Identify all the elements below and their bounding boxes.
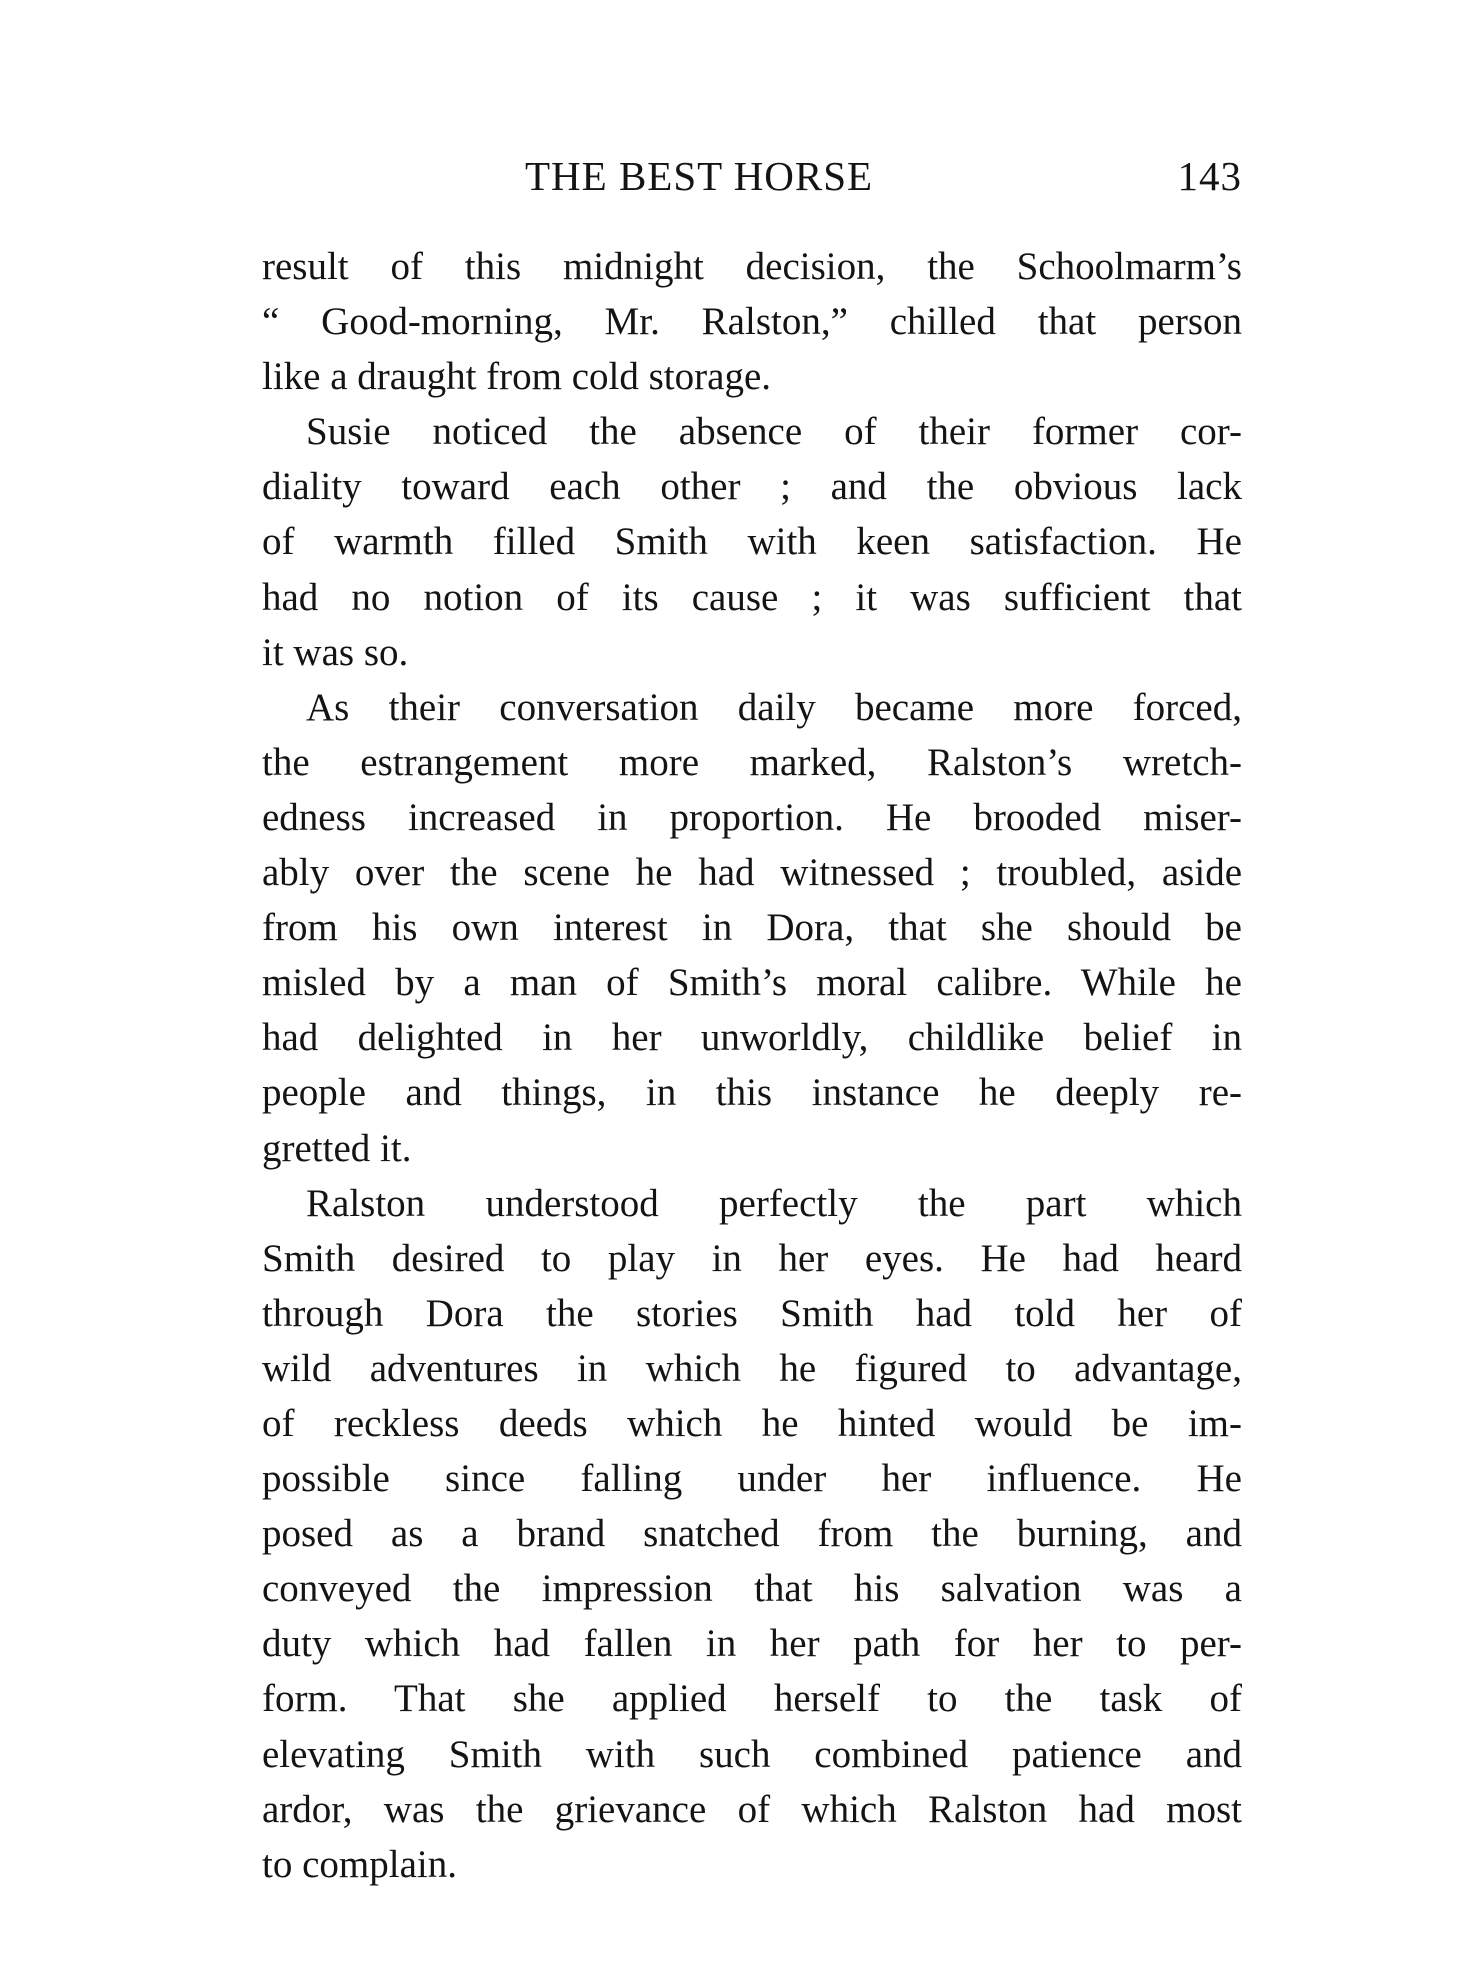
text-line: of warmth filled Smith with keen satisfaction. He	[262, 520, 1242, 564]
body-text	[262, 239, 1242, 1892]
text-line: conveyed the impression that his salvation was a	[262, 1567, 1242, 1611]
text-line: like a draught from cold storage.	[262, 355, 771, 399]
text-line: through Dora the stories Smith had told her of	[262, 1291, 1242, 1335]
paragraph	[262, 680, 1242, 1176]
text-line: from his own interest in Dora, that she should be	[262, 906, 1242, 950]
text-line: it was so.	[262, 630, 409, 674]
text-line: Smith desired to play in her eyes. He had heard	[262, 1236, 1242, 1280]
text-line: had delighted in her unworldly, childlike belief in	[262, 1016, 1242, 1060]
text-line: “ Good-morning, Mr. Ralston,” chilled that person	[262, 300, 1242, 344]
text-line: As their conversation daily became more forced,	[306, 685, 1242, 729]
text-line: had no notion of its cause ; it was sufficient that	[262, 575, 1242, 619]
running-head	[262, 152, 1242, 202]
text-line: misled by a man of Smith’s moral calibre. While he	[262, 961, 1242, 1005]
text-line: ardor, was the grievance of which Ralston had most	[262, 1787, 1242, 1831]
text-line: people and things, in this instance he deeply re-	[262, 1071, 1242, 1115]
running-title: THE BEST HORSE	[525, 153, 874, 199]
text-line: elevating Smith with such combined patience and	[262, 1732, 1242, 1776]
text-line: the estrangement more marked, Ralston’s wretch-	[262, 740, 1242, 784]
text-line: result of this midnight decision, the Schoolmarm’s	[262, 245, 1242, 288]
text-line: posed as a brand snatched from the burning, and	[262, 1512, 1242, 1556]
text-line: duty which had fallen in her path for her to per-	[262, 1622, 1242, 1666]
paragraph	[262, 404, 1242, 679]
paragraph	[262, 1176, 1242, 1892]
text-line: edness increased in proportion. He brooded miser-	[262, 795, 1242, 839]
text-line: possible since falling under her influence. He	[262, 1457, 1242, 1501]
text-line: to complain.	[262, 1842, 457, 1886]
text-line: gretted it.	[262, 1126, 412, 1170]
text-line: ably over the scene he had witnessed ; troubled, aside	[262, 851, 1242, 895]
text-line: Ralston understood perfectly the part which	[306, 1181, 1242, 1225]
text-line: diality toward each other ; and the obvious lack	[262, 465, 1242, 509]
page-number: 143	[1177, 153, 1242, 199]
paragraph	[262, 239, 1242, 404]
text-line: Susie noticed the absence of their former cor-	[306, 410, 1242, 454]
text-line: wild adventures in which he figured to advantage,	[262, 1346, 1242, 1390]
text-line: of reckless deeds which he hinted would be im-	[262, 1401, 1242, 1445]
text-line: form. That she applied herself to the task of	[262, 1677, 1242, 1721]
